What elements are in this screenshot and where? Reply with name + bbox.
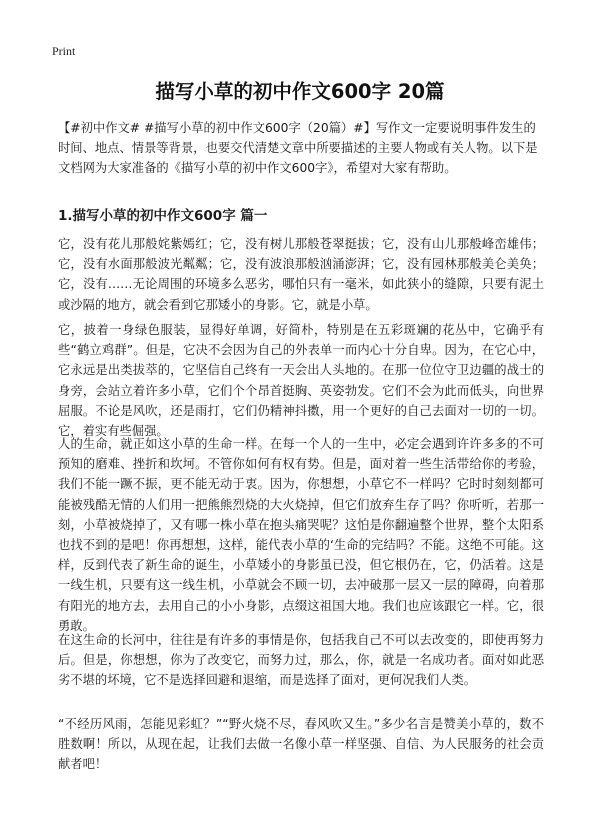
- body-paragraph-3: 人的生命，就正如这小草的生命一样。在每一个人的一生中，必定会遇到许许多多的不可预知的磨难、挫折和坎坷。不管你如何有权有势。但是，面对着一些生活带给你的考验，我们不能一蹶不振，更不能无动于衷。因为，你想想，小草它不一样吗？它时时刻刻都可能被残酷无情的人们用一把熊熊烈烧的大火烧掉，但它们放弃生存了吗？你听听，若那一刻，小草被烧掉了，又有哪一株小草在抱头痛哭呢？这怕是你翻遍整个世界，整个太阳系也找不到的是吧！你再想想，这样，能代表小草的‘生命的完结吗？不能。这绝不可能。这样，反到代表了新生命的诞生，小草矮小的身影虽已没，但它根仍在，它，仍活着。这是一线生机，只要有这一线生机，小草就会不顾一切，去冲破那一层又一层的障碍，向着那有阳光的地方去，去用自己的小小身影，点缀这祖国大地。我们也应该跟它一样。它，很勇敢。: [58, 437, 544, 633]
- body-paragraph-2: 它，披着一身绿色服装，显得好单调，好简朴，特别是在五彩斑斓的花丛中，它确乎有些“鹤立鸡群”。但是，它决不会因为自己的外表单一而内心十分自卑。因为，在它心中，它永远是出类拔萃的，它坚信自己终有一天会出人头地的。在那一位位守卫边疆的战士的身旁，会站立着许多小草，它们个个昂首挺胸、英姿勃发。它们不会为此而低头，向世界屈服。不论是风吹，还是雨打，它们仍精神抖擞，用一个更好的自己去面对一切的一切。它，着实有些倔强。: [58, 323, 544, 439]
- page-title: 描写小草的初中作文600字 20篇: [155, 80, 445, 103]
- intro-paragraph: 【#初中作文# #描写小草的初中作文600字（20篇）#】写作文一定要说明事件发生的时间、地点、情景等背景，也要交代清楚文章中所要描述的主要人物或有关人物。以下是文档网为大家准备的《描写小草的初中作文600字》，希望对大家有帮助。: [58, 121, 538, 175]
- print-link[interactable]: Print: [52, 44, 76, 58]
- section-heading: 1.描写小草的初中作文600字 篇一: [58, 208, 268, 224]
- body-paragraph-1: 它，没有花儿那般姹紫嫣红；它，没有树儿那般苍翠挺拔；它，没有山儿那般峰峦雄伟；它，没有水面那般波光粼粼；它，没有波浪那般汹涌澎湃；它，没有园林那般美仑美奂；它，没有……无论周围的环境多么恶劣，哪怕只有一毫米，如此狭小的缝隙，只要有泥土或沙隔的地方，就会看到它那矮小的身影。它，就是小草。: [58, 237, 544, 312]
- body-paragraph-5: “不经历风雨，怎能见彩虹？”“野火烧不尽，春风吹又生。”多少名言是赞美小草的，数不胜数啊！所以，从现在起，让我们去做一名像小草一样坚强、自信、为人民服务的社会贡献者吧！: [58, 717, 544, 772]
- body-paragraph-4: 在这生命的长河中，往往是有许多的事情是你，包括我自己不可以去改变的，即使再努力后。但是，你想想，你为了改变它，而努力过，那么，你，就是一名成功者。面对如此恶劣不堪的坏境，它不是选择回避和退缩，而是选择了面对，更何况我们人类。: [58, 633, 544, 688]
